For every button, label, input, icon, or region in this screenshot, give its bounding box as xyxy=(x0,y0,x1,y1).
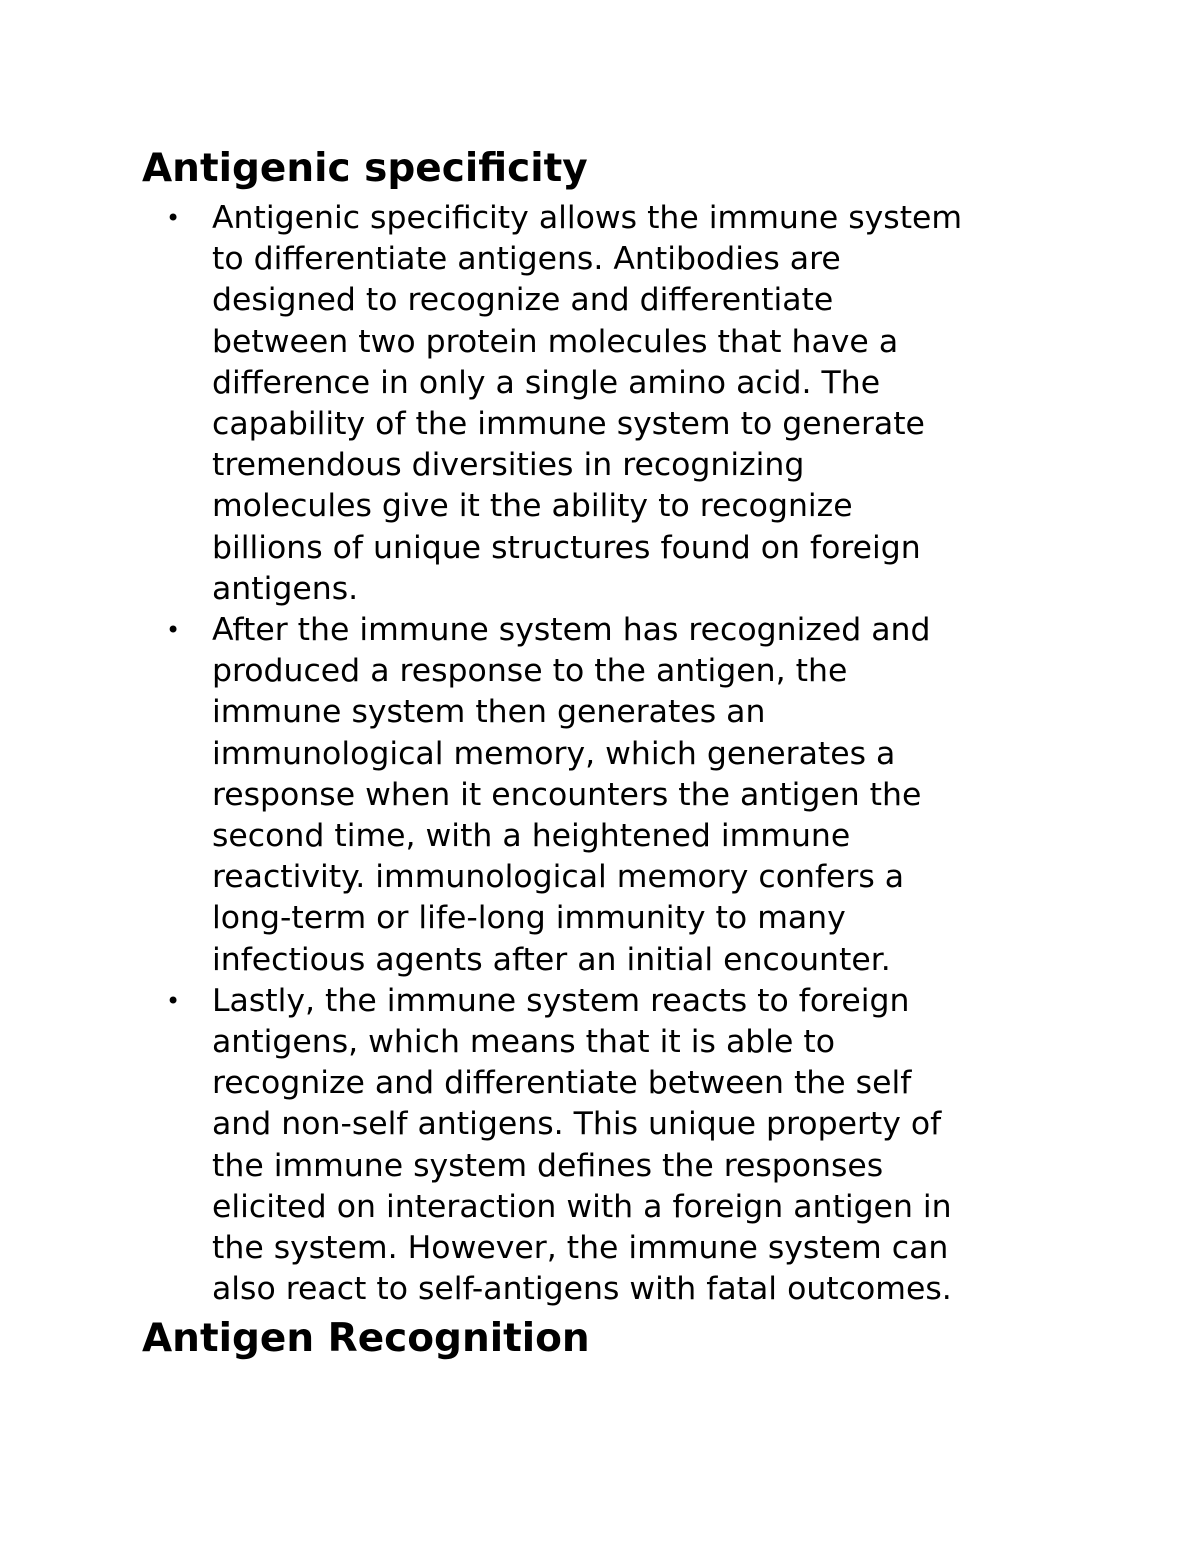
text-line: second time, with a heightened immune xyxy=(212,818,851,855)
list-item xyxy=(142,198,1072,610)
heading-antigenic-specificity: Antigenic specificity xyxy=(142,146,588,191)
list-item xyxy=(142,610,1072,981)
text-line: also react to self-antigens with fatal outcomes. xyxy=(212,1271,952,1308)
bullet-icon: • xyxy=(166,986,181,1015)
text-line: immune system then generates an xyxy=(212,694,766,731)
text-line: between two protein molecules that have a xyxy=(212,323,899,360)
text-line: molecules give it the ability to recognize xyxy=(212,488,853,525)
text-line: difference in only a single amino acid. The xyxy=(212,364,881,401)
text-line: capability of the immune system to generate xyxy=(212,406,925,443)
text-line: infectious agents after an initial encounter. xyxy=(212,941,891,978)
text-line: immunological memory, which generates a xyxy=(212,735,896,772)
list-item xyxy=(142,981,1072,1311)
text-line: elicited on interaction with a foreign antigen in xyxy=(212,1188,952,1225)
bullet-icon: • xyxy=(166,204,181,232)
text-line: recognize and differentiate between the self xyxy=(212,1065,912,1102)
text-line: the system. However, the immune system can xyxy=(212,1230,949,1267)
text-line: antigens. xyxy=(212,570,359,607)
text-line: After the immune system has recognized and xyxy=(212,612,931,649)
text-line: to differentiate antigens. Antibodies are xyxy=(212,241,841,278)
heading-antigen-recognition: Antigen Recognition xyxy=(142,1316,590,1362)
text-line: long-term or life-long immunity to many xyxy=(212,900,846,937)
text-line: billions of unique structures found on foreign xyxy=(212,529,921,566)
text-line: response when it encounters the antigen the xyxy=(212,776,922,813)
text-line: tremendous diversities in recognizing xyxy=(212,447,805,484)
text-line: Antigenic specificity allows the immune system xyxy=(212,200,963,236)
text-line: antigens, which means that it is able to xyxy=(212,1024,836,1061)
text-line: Lastly, the immune system reacts to foreign xyxy=(212,982,910,1019)
text-line: produced a response to the antigen, the xyxy=(212,653,848,690)
document-page xyxy=(142,140,1072,1368)
text-line: and non-self antigens. This unique property of xyxy=(212,1106,942,1143)
text-line: the immune system defines the responses xyxy=(212,1147,884,1184)
bullet-list xyxy=(142,198,1072,1310)
text-line: designed to recognize and differentiate xyxy=(212,282,834,319)
bullet-icon: • xyxy=(166,616,181,645)
text-line: reactivity. immunological memory confers a xyxy=(212,859,905,896)
